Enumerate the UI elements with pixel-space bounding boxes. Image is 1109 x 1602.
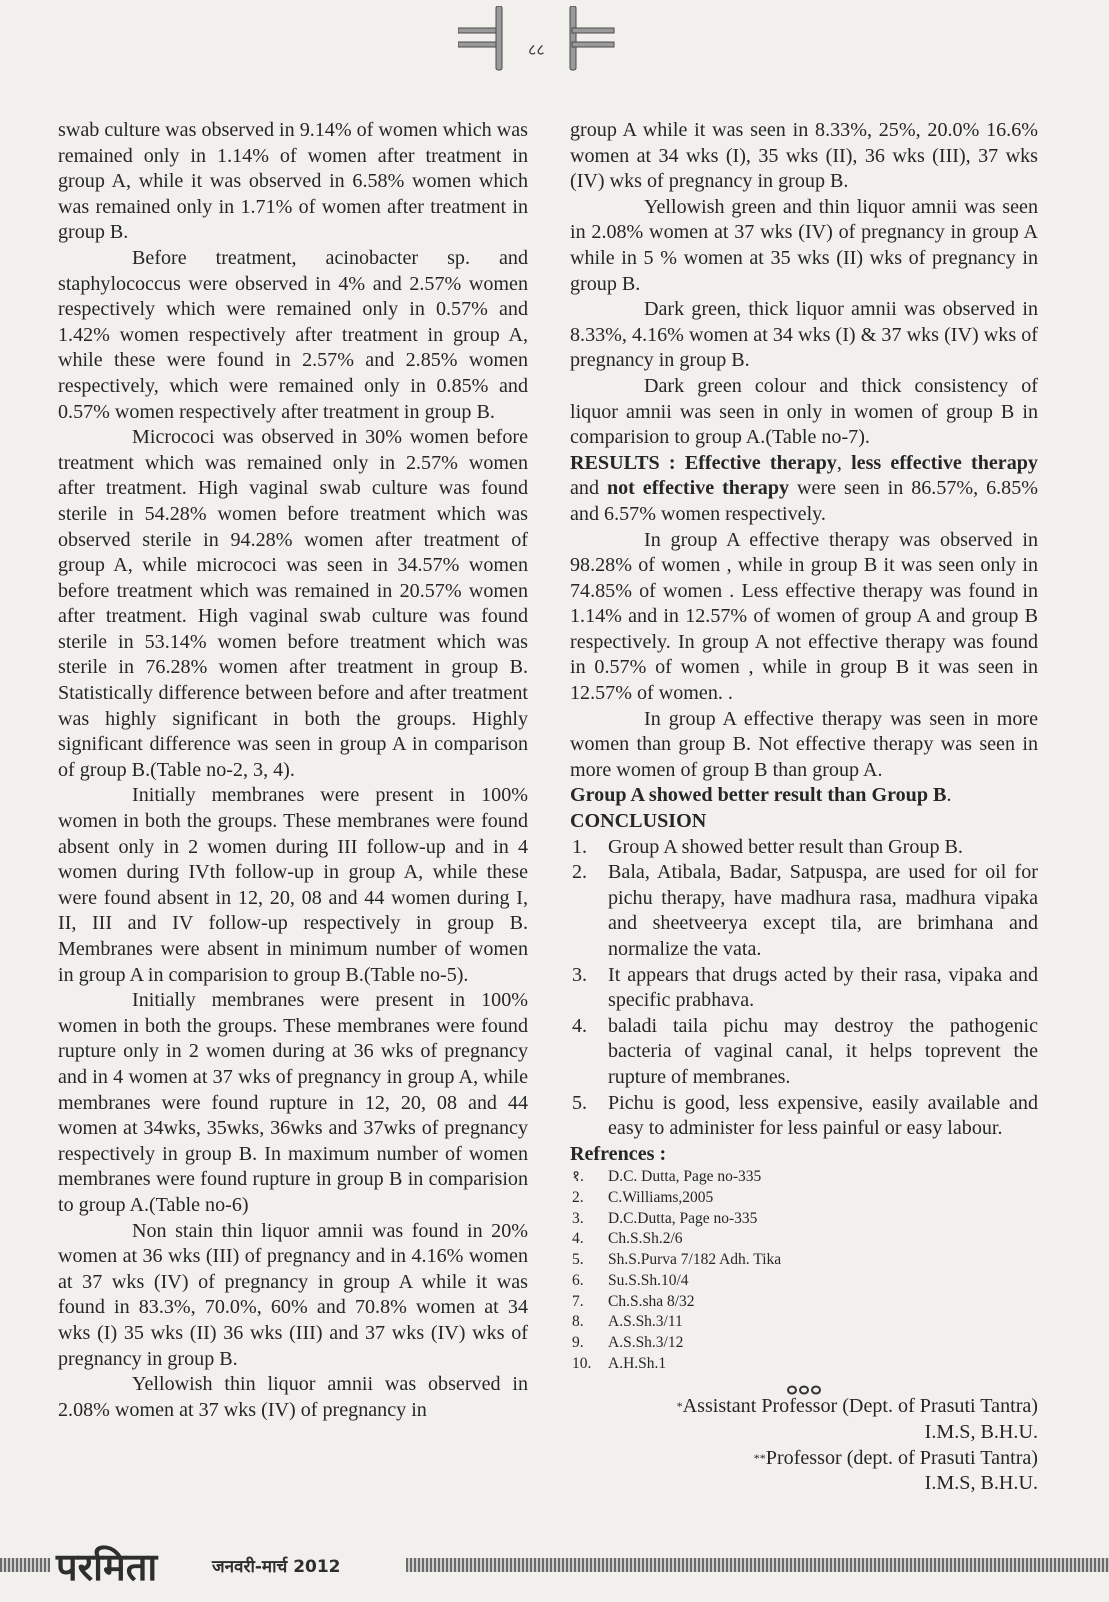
affiliation-role: *Assistant Professor (Dept. of Prasuti Tantra): [676, 1395, 1038, 1418]
paragraph: Dark green, thick liquor amnii was observed in 8.33%, 4.16% women at 34 wks (I) & 37 wks (IV) wks of pregnancy in group B.: [570, 298, 1038, 372]
reference-item: 7. Ch.S.sha 8/32: [572, 1292, 695, 1310]
list-item: 1. Group A showed better result than Group B.: [572, 835, 963, 858]
results-less-effective: less effective therapy: [851, 451, 1038, 474]
reference-item: 9. A.S.Sh.3/12: [572, 1333, 684, 1351]
paragraph: swab culture was observed in 9.14% of women which was remained only in 1.14% of women after treatment in group A, while it was observed in 6.58% women which was remained only in 1.71% of women after treatment in group B.: [58, 119, 528, 244]
paragraph: Before treatment, acinobacter sp. and staphylococcus were observed in 4% and 2.57% women respectively which were remained only in 0.57% and 1.42% women respectively after treatment in group A, while these were found in 2.57% and 2.85% women respectively, which were remained only in 0.85% and 0.57% women respectively after treatment in group B.: [58, 246, 528, 423]
reference-item: 6. Su.S.Sh.10/4: [572, 1271, 689, 1289]
paragraph: In group A effective therapy was observed in 98.28% of women , while in group B it was seen only in 74.85% of women . Less effective therapy was found in 1.14% and in 12.57% of women of group A and group B respectively. In group A not effective therapy was found in 0.57% of women , while in group B it was seen in 12.57% of women. .: [570, 528, 1038, 705]
references-list: [570, 1167, 1038, 1374]
reference-item: 5. Sh.S.Purva 7/182 Adh. Tika: [572, 1251, 782, 1269]
footer-stripe: [0, 1558, 50, 1572]
list-item: 5. Pichu is good, less expensive, easily available and easy to administer for less painful or easy labour.: [572, 1091, 1038, 1140]
page-footer: [0, 1538, 1109, 1592]
affiliation-institution: I.M.S, B.H.U.: [924, 1420, 1038, 1443]
list-item: 4. baladi taila pichu may destroy the pathogenic bacteria of vaginal canal, it helps toprevent the rupture of membranes.: [572, 1014, 1038, 1088]
reference-item: 8. A.S.Sh.3/11: [572, 1313, 683, 1331]
affiliation-role: **Professor (dept. of Prasuti Tantra): [753, 1446, 1038, 1469]
paragraph: Dark green colour and thick consistency of liquor amnii was seen in only in women of group B in comparision to group A.(Table no-7).: [570, 374, 1038, 449]
reference-item: 2. C.Williams,2005: [572, 1189, 714, 1207]
paragraph: Yellowish green and thin liquor amnii was seen in 2.08% women at 37 wks (IV) of pregnancy in group A while in 5 % women at 35 wks (II) wks of pregnancy in group B.: [570, 195, 1038, 295]
reference-item: 4. Ch.S.Sh.2/6: [572, 1230, 683, 1248]
paragraph: Initially membranes were present in 100% women in both the groups. These membranes were found absent only in 2 women during III follow-up and in 4 women during IVth follow-up in group A, while these were found absent in 12, 20, 08 and 44 women during I, II, III and IV follow-up respectively in group B. Membranes were absent in minimum number of women in group A in comparision to group B.(Table no-5).: [58, 784, 528, 986]
conclusion-heading: CONCLUSION: [570, 810, 707, 833]
left-column: [58, 118, 528, 1423]
paragraph: In group A effective therapy was seen in more women than group B. Not effective therapy was seen in more women of group B than group A.: [570, 707, 1038, 781]
references-heading: Refrences :: [570, 1142, 667, 1165]
list-item: 3. It appears that drugs acted by their rasa, vipaka and specific prabhava.: [572, 963, 1038, 1012]
right-column: [570, 118, 1038, 1497]
results-label: RESULTS : Effective therapy: [570, 451, 837, 474]
list-item: 2. Bala, Atibala, Badar, Satpuspa, are used for oil for pichu therapy, have madhura rasa, madhura vipaka and sheetveerya except tila, are brimhana and normalize the vata.: [572, 861, 1038, 960]
paragraph: Initially membranes were present in 100% women in both the groups. These membranes were found rupture only in 2 women during at 36 wks of pregnancy and in 4 women at 37 wks of pregnancy in group A, while membranes were found rupture in 12, 20, 08 and 44 women at 34wks, 35wks, 36wks and 37wks of pregnancy respectively in group B. In maximum number of women membranes were found rupture in group B in comparision to group A.(Table no-6): [58, 989, 528, 1216]
bold-summary-line: Group A showed better result than Group B.: [570, 784, 952, 807]
page-number: ८८: [528, 40, 545, 59]
affiliation-institution: I.M.S, B.H.U.: [924, 1472, 1038, 1495]
reference-item: 10. A.H.Sh.1: [572, 1354, 667, 1372]
paragraph: Non stain thin liquor amnii was found in 20% women at 36 wks (III) of pregnancy and in 4.16% women at 37 wks (IV) of pregnancy in group A while it was found in 83.3%, 70.0%, 60% and 70.8% women at 34 wks (I) 35 wks (II) 36 wks (III) and 37 wks (IV) wks of pregnancy in group B.: [58, 1219, 528, 1370]
paragraph: Micrococi was observed in 30% women before treatment which was remained only in 2.57% women after treatment. High vaginal swab culture was found sterile in 54.28% women before treatment which was observed sterile in 94.28% women after treatment of group A, while micrococi was seen in 34.57% women before treatment which was remained in 20.57% women after treatment. High vaginal swab culture was found sterile in 53.14% women before treatment which was sterile in 76.28% women after treatment in group B. Statistically difference between before and after treatment was highly significant in both the groups. Highly significant difference was seen in group A in comparison of group B.(Table no-2, 3, 4).: [58, 426, 528, 781]
page-header: [0, 6, 1109, 76]
results-not-effective: not effective therapy: [606, 477, 790, 500]
double-bracket-ornament-icon: [458, 6, 658, 76]
issue-date: जनवरी-मार्च 2012: [212, 1557, 341, 1577]
results-paragraph: RESULTS : Effective therapy, less effective therapy and not effective therapy were seen in 86.57%, 6.85% and 6.57% women respectively.: [570, 451, 1039, 525]
author-affiliations: [570, 1394, 1038, 1496]
three-dots-ornament-icon: [570, 1378, 1038, 1392]
journal-name: परमिता: [56, 1545, 158, 1589]
reference-item: 3. D.C.Dutta, Page no-335: [572, 1209, 758, 1227]
paragraph: Yellowish thin liquor amnii was observed in 2.08% women at 37 wks (IV) of pregnancy in: [58, 1373, 528, 1421]
conclusion-list: [570, 835, 1038, 1142]
paragraph: group A while it was seen in 8.33%, 25%, 20.0% 16.6% women at 34 wks (I), 35 wks (II), 36 wks (III), 37 wks (IV) wks of pregnancy in group B.: [570, 119, 1038, 193]
footer-stripe: [406, 1558, 1109, 1572]
reference-item: १. D.C. Dutta, Page no-335: [572, 1168, 762, 1186]
